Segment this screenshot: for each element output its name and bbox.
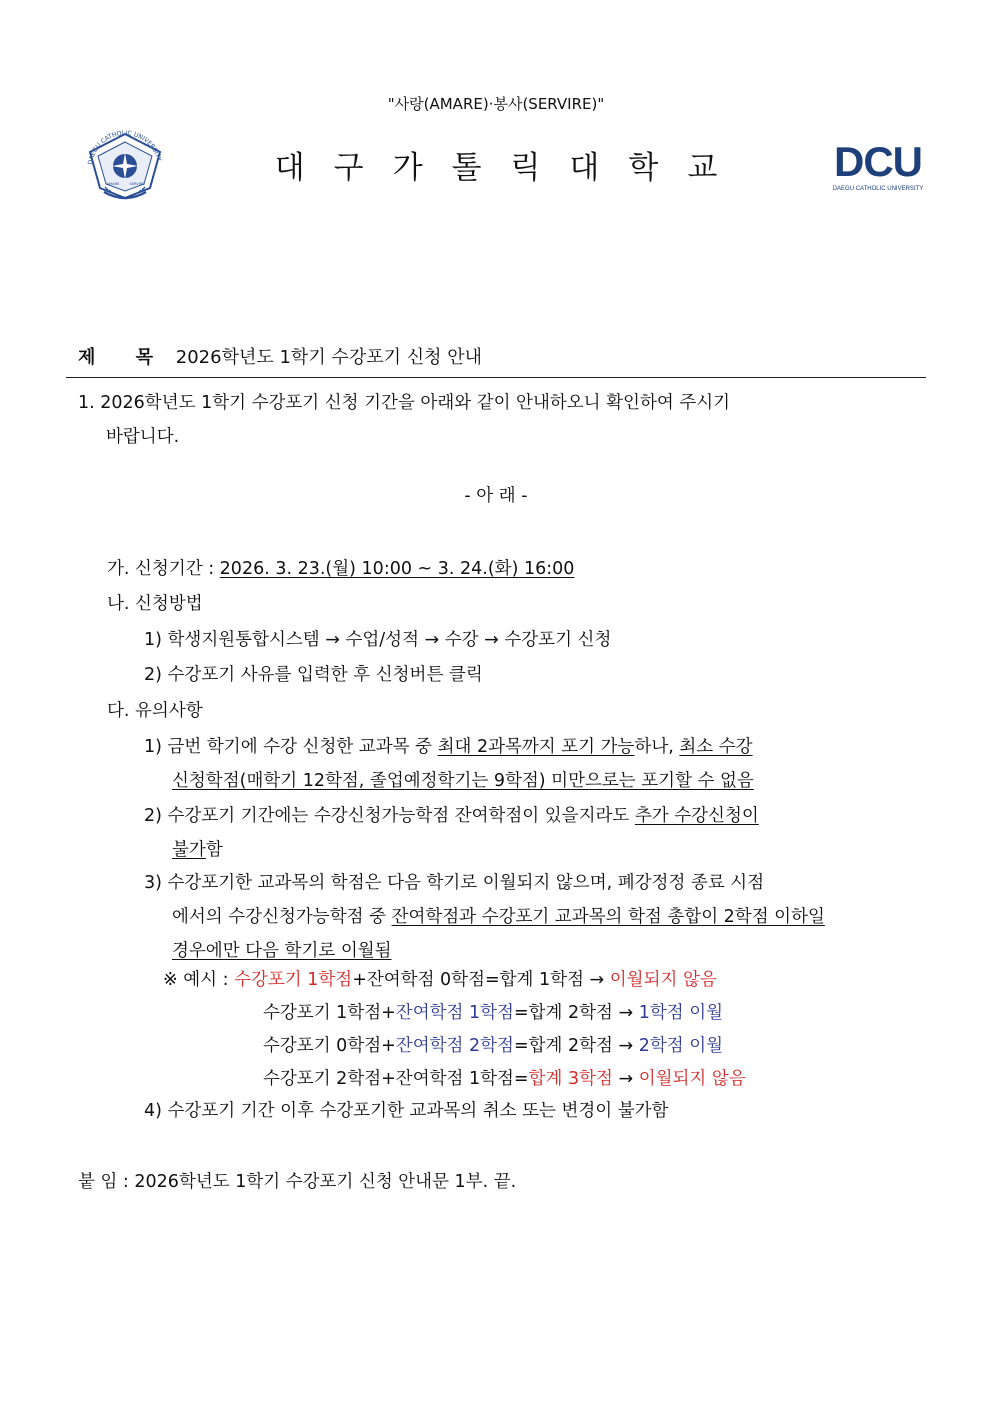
example-2-result: 1학점 이월 bbox=[638, 1003, 724, 1023]
note-2 bbox=[144, 799, 922, 867]
example-2-remaining: 잔여학점 1학점 bbox=[395, 1003, 514, 1023]
example-2-drop: 수강포기 1학점+ bbox=[263, 1003, 396, 1023]
example-row-3 bbox=[163, 1030, 746, 1063]
method-label: 나. 신청방법 bbox=[107, 594, 203, 614]
note-1-min-credits-b: 신청학점(매학기 12학점, 졸업예정학기는 9학점) 미만으로는 포기할 수 없음 bbox=[172, 771, 754, 791]
seal-left-word: AMARE bbox=[106, 182, 120, 186]
example-4-result: 이월되지 않음 bbox=[638, 1069, 746, 1089]
divider bbox=[66, 377, 926, 378]
seal-right-word: SERVIRE bbox=[129, 182, 145, 186]
subject-line bbox=[78, 343, 482, 369]
university-name: 대구가톨릭대학교 bbox=[274, 150, 747, 186]
dcu-caption: DAEGU CATHOLIC UNIVERSITY bbox=[832, 186, 924, 192]
example-4-arrow: → bbox=[612, 1069, 639, 1089]
example-label: ※ 예시 : bbox=[163, 970, 235, 990]
intro-paragraph bbox=[78, 386, 928, 454]
below-heading: - 아 래 - bbox=[464, 486, 528, 506]
note-2-no-add-b: 불가 bbox=[172, 840, 206, 860]
note-2-text-a: 2) 수강포기 기간에는 수강신청가능학점 잔여학점이 있을지라도 bbox=[144, 806, 635, 826]
example-1-drop: 수강포기 1학점 bbox=[234, 970, 353, 990]
example-3-drop: 수강포기 0학점+ bbox=[263, 1036, 396, 1056]
example-row-4 bbox=[163, 1063, 746, 1096]
example-3-total: =합계 2학점 → bbox=[513, 1036, 639, 1056]
attachment-text: 2026학년도 1학기 수강포기 신청 안내문 1부. 끝. bbox=[134, 1172, 517, 1192]
example-row-2 bbox=[163, 997, 746, 1030]
note-3 bbox=[144, 866, 922, 968]
notes-label: 다. 유의사항 bbox=[107, 701, 203, 721]
example-3-remaining: 잔여학점 2학점 bbox=[395, 1036, 514, 1056]
example-row-1 bbox=[163, 964, 746, 997]
attachment-label: 붙 임 : bbox=[78, 1172, 135, 1192]
note-1-text-c: 하나, bbox=[634, 737, 680, 757]
note-3-text-b: 에서의 수강신청가능학점 중 bbox=[172, 907, 392, 927]
motto: "사랑(AMARE)·봉사(SERVIRE)" bbox=[387, 95, 605, 113]
intro-line-1: 1. 2026학년도 1학기 수강포기 신청 기간을 아래와 같이 안내하오니 확인하여 주시기 bbox=[78, 393, 731, 413]
method-step-1: 1) 학생지원통합시스템 → 수업/성적 → 수강 → 수강포기 신청 bbox=[144, 630, 612, 650]
note-2-no-add-a: 추가 수강신청이 bbox=[634, 806, 759, 826]
note-1 bbox=[144, 730, 922, 798]
example-1-rest: +잔여학점 0학점=합계 1학점 → bbox=[352, 970, 610, 990]
example-2-total: =합계 2학점 → bbox=[513, 1003, 639, 1023]
example-4-total: 합계 3학점 bbox=[528, 1069, 613, 1089]
note-1-max-courses: 최대 2과목까지 포기 가능 bbox=[437, 737, 635, 757]
dcu-wordmark: DCU bbox=[834, 138, 922, 185]
note-1-min-credits-a: 최소 수강 bbox=[679, 737, 753, 757]
example-block bbox=[163, 964, 746, 1096]
method-step-2: 2) 수강포기 사유를 입력한 후 신청버튼 클릭 bbox=[144, 665, 483, 685]
dcu-logo bbox=[830, 138, 926, 194]
application-period bbox=[107, 555, 574, 580]
seal-ring-text: DAEGU CATHOLIC UNIVERSITY bbox=[87, 129, 163, 166]
period-value: 2026. 3. 23.(월) 10:00 ~ 3. 24.(화) 16:00 bbox=[219, 559, 575, 579]
subject-title: 2026학년도 1학기 수강포기 신청 안내 bbox=[175, 347, 482, 368]
period-label: 가. 신청기간 : bbox=[107, 559, 220, 579]
note-2-text-d: 함 bbox=[205, 840, 223, 860]
intro-line-2: 바랍니다. bbox=[106, 427, 180, 447]
example-1-result: 이월되지 않음 bbox=[609, 970, 717, 990]
note-1-text-a: 1) 금번 학기에 수강 신청한 교과목 중 bbox=[144, 737, 438, 757]
example-3-result: 2학점 이월 bbox=[638, 1036, 724, 1056]
note-3-carry-condition-b: 경우에만 다음 학기로 이월됨 bbox=[172, 941, 392, 961]
example-4-drop: 수강포기 2학점+잔여학점 1학점= bbox=[263, 1069, 529, 1089]
attachment-line bbox=[78, 1168, 516, 1193]
subject-label: 제 목 bbox=[78, 347, 171, 368]
note-3-carry-condition-a: 잔여학점과 수강포기 교과목의 학점 총합이 2학점 이하일 bbox=[391, 907, 825, 927]
note-4: 4) 수강포기 기간 이후 수강포기한 교과목의 취소 또는 변경이 불가함 bbox=[144, 1101, 669, 1121]
note-3-text-a: 3) 수강포기한 교과목의 학점은 다음 학기로 이월되지 않으며, 폐강정정 종료 시점 bbox=[144, 873, 765, 893]
